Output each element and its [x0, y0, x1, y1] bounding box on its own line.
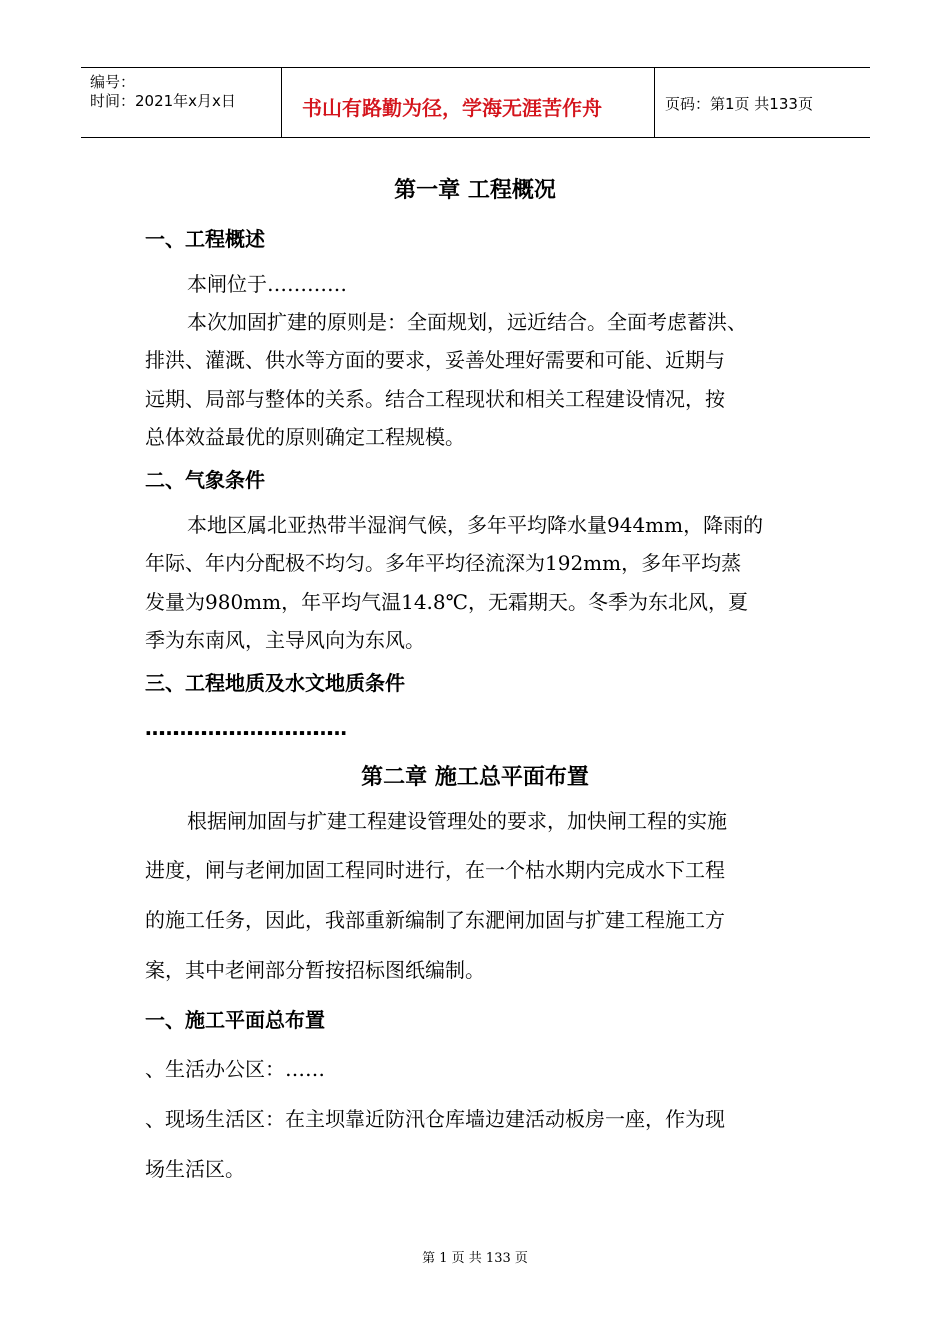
paragraph-principle-line-4: 总体效益最优的原则确定工程规模。	[145, 425, 465, 449]
paragraph-principle-line-2: 排洪、灌溉、供水等方面的要求，妥善处理好需要和可能、近期与	[145, 348, 725, 372]
list-item-office-area: 、生活办公区：……	[145, 1057, 325, 1081]
paragraph-climate-line-2: 年际、年内分配极不均匀。多年平均径流深为192mm，多年平均蒸	[145, 551, 742, 575]
paragraph-layout-line-2: 进度，闸与老闸加固工程同时进行，在一个枯水期内完成水下工程	[145, 858, 725, 882]
chapter-2-title: 第二章 施工总平面布置	[361, 765, 589, 790]
paragraph-principle-line-1: 本次加固扩建的原则是：全面规划，远近结合。全面考虑蓄洪、	[187, 310, 747, 334]
time-label: 时间：2021年x月x日	[90, 92, 236, 110]
page-footer: 第 1 页 共 133 页	[422, 1251, 528, 1266]
header-info-cell	[81, 68, 282, 137]
paragraph-layout-line-1: 根据闸加固与扩建工程建设管理处的要求，加快闸工程的实施	[187, 809, 727, 833]
list-item-living-area-line-1: 、现场生活区：在主坝靠近防汛仓库墙边建活动板房一座，作为现	[145, 1107, 725, 1131]
header-motto: 书山有路勤为径，学海无涯苦作舟	[302, 96, 602, 120]
paragraph-climate-line-3: 发量为980mm，年平均气温14.8℃，无霜期天。冬季为东北风，夏	[145, 590, 749, 614]
paragraph-layout-line-4: 案，其中老闸部分暂按招标图纸编制。	[145, 958, 485, 982]
header-page-info: 页码：第1页 共133页	[665, 95, 813, 113]
paragraph-climate-line-4: 季为东南风，主导风向为东风。	[145, 628, 425, 652]
paragraph-layout-line-3: 的施工任务，因此，我部重新编制了东淝闸加固与扩建工程施工方	[145, 908, 725, 932]
ellipsis-line: ……………………………………	[145, 716, 341, 740]
paragraph-principle-line-3: 远期、局部与整体的关系。结合工程现状和相关工程建设情况，按	[145, 387, 725, 411]
paragraph-climate-line-1: 本地区属北亚热带半湿润气候，多年平均降水量944mm，降雨的	[187, 513, 764, 537]
header-motto-cell	[282, 68, 655, 137]
section-3-title: 三、工程地质及水文地质条件	[145, 671, 405, 695]
paragraph-location: 本闸位于…………	[187, 272, 347, 296]
list-item-living-area-line-2: 场生活区。	[145, 1157, 245, 1181]
chapter-2-section-1-title: 一、施工平面总布置	[145, 1008, 325, 1032]
chapter-1-title: 第一章 工程概况	[394, 178, 556, 203]
header-page-cell	[655, 68, 870, 137]
section-1-title: 一、工程概述	[145, 227, 265, 251]
number-label: 编号：	[90, 73, 136, 91]
page-header	[81, 67, 870, 138]
section-2-title: 二、气象条件	[145, 468, 265, 492]
